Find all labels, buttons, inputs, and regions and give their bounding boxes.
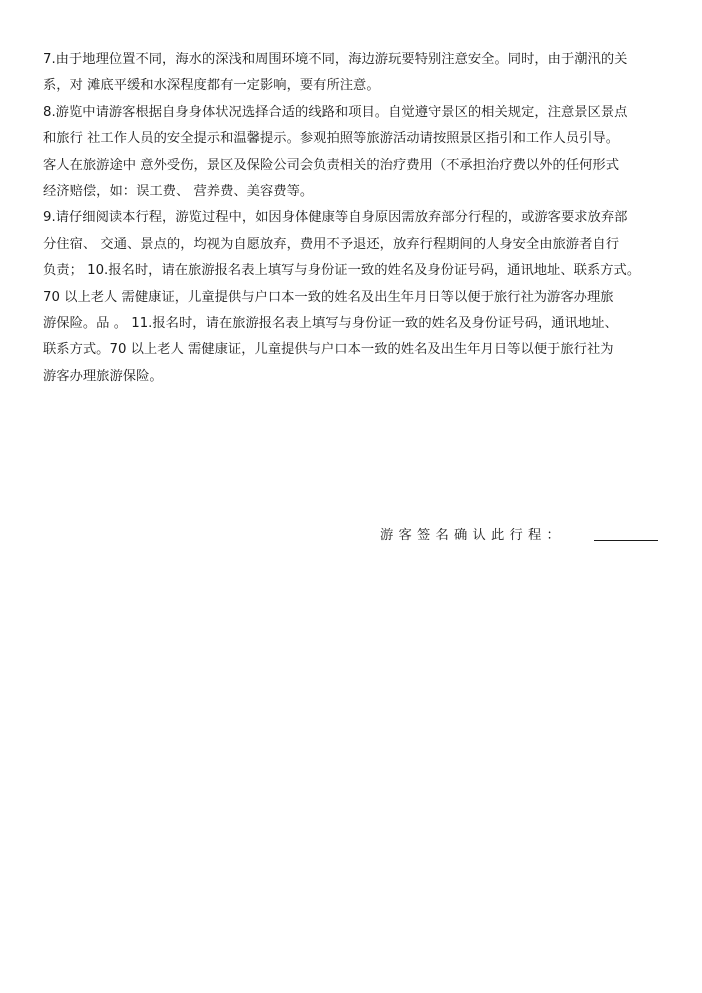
text-line: 游客办理旅游保险。: [43, 368, 163, 384]
text-line: 系，对 滩底平缓和水深程度都有一定影响，要有所注意。: [43, 78, 380, 94]
text-line: 客人在旅游途中 意外受伤，景区及保险公司会负责相关的治疗费用（不承担治疗费以外的任何形式: [43, 157, 619, 173]
signature-field[interactable]: [594, 540, 658, 541]
text-line: 70 以上老人 需健康证，儿童提供与户口本一致的姓名及出生年月日等以便于旅行社为游客办理旅: [43, 289, 614, 305]
text-line: 9.请仔细阅读本行程，游览过程中，如因身体健康等自身原因需放弃部分行程的，或游客要求放弃部: [43, 210, 628, 226]
text-line: 联系方式。70 以上老人 需健康证，儿童提供与户口本一致的姓名及出生年月日等以便于旅行社为: [43, 342, 614, 358]
text-line: 8.游览中请游客根据自身身体状况选择合适的线路和项目。自觉遵守景区的相关规定，注意景区景点: [43, 104, 628, 120]
signature-label: 游客签名确认此行程：: [380, 528, 565, 543]
text-line: 负责； 10.报名时，请在旅游报名表上填写与身份证一致的姓名及身份证号码，通讯地址、联系方式。: [43, 263, 641, 279]
text-line: 和旅行 社工作人员的安全提示和温馨提示。参观拍照等旅游活动请按照景区指引和工作人员引导。: [43, 131, 619, 147]
notice-body: [43, 47, 665, 390]
text-line: 经济赔偿，如：误工费、 营养费、美容费等。: [43, 183, 314, 199]
text-line: 7.由于地理位置不同，海水的深浅和周围环境不同，海边游玩要特别注意安全。同时，由于潮汛的关: [43, 52, 628, 67]
text-line: 分住宿、 交通、景点的，均视为自愿放弃，费用不予退还，放弃行程期间的人身安全由旅游者自行: [43, 236, 619, 252]
text-line: 游保险。品 。 11.报名时，请在旅游报名表上填写与身份证一致的姓名及身份证号码，通讯地址、: [43, 315, 618, 331]
